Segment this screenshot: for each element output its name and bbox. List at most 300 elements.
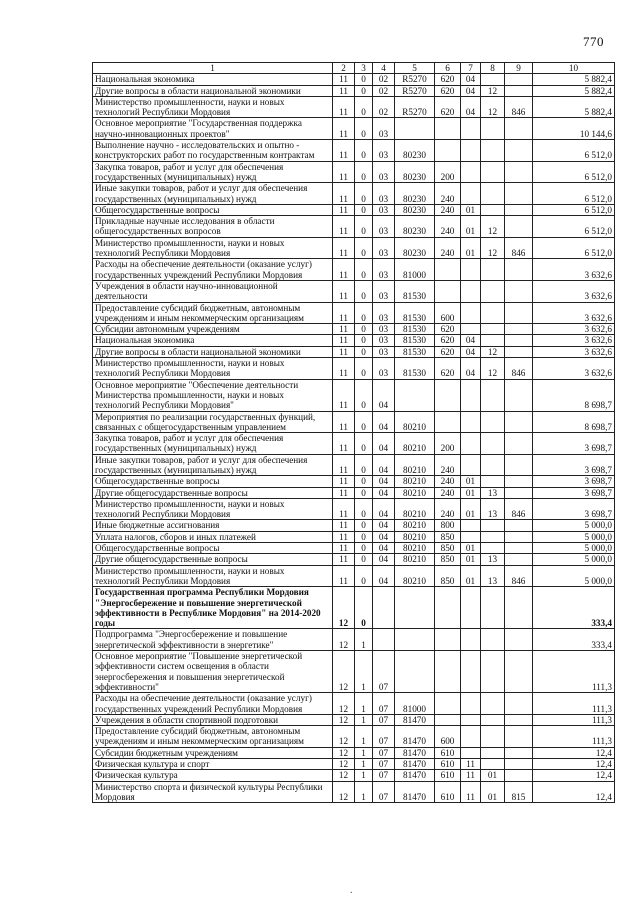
cell-direction xyxy=(395,379,435,411)
cell-subsection xyxy=(481,118,505,140)
column-header-2: 2 xyxy=(333,63,355,74)
cell-program: 11 xyxy=(333,454,355,476)
cell-subprogram: 0 xyxy=(355,520,373,531)
table-row xyxy=(93,629,615,651)
cell-amount: 111,3 xyxy=(533,714,615,725)
cell-amount: 5 882,4 xyxy=(533,96,615,118)
cell-amount: 333,4 xyxy=(533,629,615,651)
cell-ministry: 846 xyxy=(505,498,533,520)
cell-direction xyxy=(395,629,435,651)
table-row xyxy=(93,520,615,531)
cell-ministry xyxy=(505,714,533,725)
cell-measure: 03 xyxy=(373,237,395,259)
cell-name: Иные закупки товаров, работ и услуг для обеспечения государственных (муниципальных) нужд xyxy=(93,454,333,476)
cell-subsection xyxy=(481,140,505,162)
cell-expense-type: 600 xyxy=(435,302,461,324)
table-body xyxy=(93,74,615,803)
cell-measure: 03 xyxy=(373,358,395,380)
cell-program: 12 xyxy=(333,726,355,748)
cell-direction: 80230 xyxy=(395,183,435,205)
table-header-row xyxy=(93,63,615,74)
cell-expense-type xyxy=(435,411,461,433)
cell-subsection xyxy=(481,335,505,346)
table-row xyxy=(93,85,615,96)
cell-measure xyxy=(373,587,395,629)
cell-subprogram: 0 xyxy=(355,433,373,455)
cell-section xyxy=(461,280,481,302)
cell-program: 11 xyxy=(333,565,355,587)
cell-direction: 81000 xyxy=(395,259,435,281)
cell-subprogram: 0 xyxy=(355,259,373,281)
cell-subsection xyxy=(481,651,505,693)
cell-amount: 5 000,0 xyxy=(533,554,615,565)
cell-subprogram: 0 xyxy=(355,358,373,380)
cell-measure: 04 xyxy=(373,531,395,542)
cell-program: 11 xyxy=(333,543,355,554)
cell-amount: 6 512,0 xyxy=(533,161,615,183)
cell-subsection xyxy=(481,531,505,542)
cell-expense-type: 200 xyxy=(435,433,461,455)
cell-section: 04 xyxy=(461,74,481,85)
cell-subsection xyxy=(481,74,505,85)
cell-direction: 80210 xyxy=(395,487,435,498)
cell-name: Министерство промышленности, науки и новых технологий Республики Мордовия xyxy=(93,237,333,259)
cell-section: 04 xyxy=(461,96,481,118)
cell-expense-type xyxy=(435,379,461,411)
table-row xyxy=(93,726,615,748)
cell-amount: 3 632,6 xyxy=(533,324,615,335)
cell-program: 11 xyxy=(333,280,355,302)
cell-section: 01 xyxy=(461,543,481,554)
cell-name: Иные закупки товаров, работ и услуг для обеспечения государственных (муниципальных) нужд xyxy=(93,183,333,205)
cell-section: 04 xyxy=(461,346,481,357)
table-row xyxy=(93,346,615,357)
cell-direction: 81470 xyxy=(395,747,435,758)
cell-measure: 03 xyxy=(373,280,395,302)
cell-section xyxy=(461,161,481,183)
table-row xyxy=(93,476,615,487)
cell-direction: 80210 xyxy=(395,520,435,531)
cell-section xyxy=(461,302,481,324)
cell-name: Иные бюджетные ассигнования xyxy=(93,520,333,531)
cell-ministry xyxy=(505,324,533,335)
cell-ministry xyxy=(505,204,533,215)
cell-amount: 6 512,0 xyxy=(533,183,615,205)
cell-name: Основное мероприятие "Обеспечение деятельности Министерства промышленности, науки и новых технологий Республики Мордовия" xyxy=(93,379,333,411)
cell-section: 01 xyxy=(461,237,481,259)
column-header-8: 8 xyxy=(481,63,505,74)
cell-name: Министерство промышленности, науки и новых технологий Республики Мордовия xyxy=(93,358,333,380)
cell-subprogram: 1 xyxy=(355,747,373,758)
cell-measure: 07 xyxy=(373,759,395,770)
cell-amount: 3 632,6 xyxy=(533,346,615,357)
cell-name: Основное мероприятие "Государственная поддержка научно-инновационных проектов" xyxy=(93,118,333,140)
cell-subsection xyxy=(481,629,505,651)
cell-name: Мероприятия по реализации государственных функций, связанных с общегосударственным управлением xyxy=(93,411,333,433)
cell-subprogram: 0 xyxy=(355,498,373,520)
cell-program: 11 xyxy=(333,161,355,183)
cell-section: 04 xyxy=(461,85,481,96)
cell-subsection xyxy=(481,520,505,531)
cell-subprogram: 0 xyxy=(355,237,373,259)
cell-program: 11 xyxy=(333,118,355,140)
cell-name: Национальная экономика xyxy=(93,74,333,85)
table-row xyxy=(93,379,615,411)
cell-subsection xyxy=(481,280,505,302)
table-row xyxy=(93,759,615,770)
cell-amount: 5 882,4 xyxy=(533,74,615,85)
cell-program: 11 xyxy=(333,433,355,455)
cell-measure: 03 xyxy=(373,204,395,215)
table-row xyxy=(93,770,615,781)
cell-name: Выполнение научно - исследовательских и опытно - конструкторских работ по государственным контрактам xyxy=(93,140,333,162)
cell-measure: 04 xyxy=(373,433,395,455)
cell-ministry xyxy=(505,346,533,357)
table-row xyxy=(93,216,615,238)
cell-measure: 04 xyxy=(373,411,395,433)
table-row xyxy=(93,747,615,758)
cell-expense-type: 620 xyxy=(435,358,461,380)
table-row xyxy=(93,74,615,85)
cell-amount: 5 882,4 xyxy=(533,85,615,96)
cell-ministry xyxy=(505,759,533,770)
cell-direction: 80210 xyxy=(395,433,435,455)
cell-direction: 80210 xyxy=(395,411,435,433)
table-row xyxy=(93,411,615,433)
cell-expense-type: 240 xyxy=(435,216,461,238)
cell-expense-type: 610 xyxy=(435,781,461,803)
cell-subprogram: 0 xyxy=(355,280,373,302)
cell-ministry xyxy=(505,747,533,758)
cell-program: 11 xyxy=(333,74,355,85)
cell-subsection xyxy=(481,759,505,770)
cell-measure: 07 xyxy=(373,651,395,693)
cell-section xyxy=(461,411,481,433)
cell-amount: 5 000,0 xyxy=(533,531,615,542)
cell-section xyxy=(461,324,481,335)
cell-measure: 02 xyxy=(373,85,395,96)
cell-name: Уплата налогов, сборов и иных платежей xyxy=(93,531,333,542)
cell-name: Субсидии автономным учреждениям xyxy=(93,324,333,335)
cell-subprogram: 0 xyxy=(355,204,373,215)
cell-program: 11 xyxy=(333,411,355,433)
cell-subsection: 13 xyxy=(481,487,505,498)
cell-direction: 80210 xyxy=(395,531,435,542)
cell-subprogram: 0 xyxy=(355,335,373,346)
cell-subprogram: 0 xyxy=(355,476,373,487)
cell-subsection xyxy=(481,259,505,281)
cell-direction: 81470 xyxy=(395,770,435,781)
table-row xyxy=(93,554,615,565)
cell-expense-type: 800 xyxy=(435,520,461,531)
cell-section xyxy=(461,693,481,715)
table-row xyxy=(93,118,615,140)
cell-ministry xyxy=(505,216,533,238)
cell-ministry xyxy=(505,280,533,302)
cell-program: 11 xyxy=(333,520,355,531)
cell-measure: 03 xyxy=(373,259,395,281)
cell-amount: 3 698,7 xyxy=(533,487,615,498)
cell-name: Общегосударственные вопросы xyxy=(93,543,333,554)
cell-amount: 6 512,0 xyxy=(533,237,615,259)
cell-program: 11 xyxy=(333,85,355,96)
cell-ministry xyxy=(505,335,533,346)
cell-subprogram: 0 xyxy=(355,183,373,205)
table-row xyxy=(93,693,615,715)
cell-amount: 6 512,0 xyxy=(533,216,615,238)
cell-subprogram: 0 xyxy=(355,216,373,238)
cell-expense-type: 240 xyxy=(435,498,461,520)
cell-name: Министерство промышленности, науки и новых технологий Республики Мордовия xyxy=(93,96,333,118)
cell-section xyxy=(461,726,481,748)
cell-direction: 81470 xyxy=(395,759,435,770)
column-header-7: 7 xyxy=(461,63,481,74)
cell-expense-type: 240 xyxy=(435,454,461,476)
cell-section xyxy=(461,433,481,455)
cell-expense-type xyxy=(435,587,461,629)
cell-measure: 07 xyxy=(373,693,395,715)
cell-measure: 03 xyxy=(373,346,395,357)
cell-subprogram: 0 xyxy=(355,161,373,183)
cell-subsection: 13 xyxy=(481,565,505,587)
cell-name: Предоставление субсидий бюджетным, автономным учреждениям и иным некоммерческим организациям xyxy=(93,302,333,324)
table-row xyxy=(93,96,615,118)
scan-dot: . xyxy=(350,885,353,896)
cell-amount: 12,4 xyxy=(533,781,615,803)
cell-section: 01 xyxy=(461,498,481,520)
cell-direction: 81530 xyxy=(395,358,435,380)
cell-amount: 3 698,7 xyxy=(533,498,615,520)
cell-subprogram: 1 xyxy=(355,651,373,693)
cell-subprogram: 0 xyxy=(355,554,373,565)
column-header-10: 10 xyxy=(533,63,615,74)
cell-subsection xyxy=(481,302,505,324)
cell-direction: 81530 xyxy=(395,280,435,302)
cell-program: 11 xyxy=(333,183,355,205)
table-row xyxy=(93,335,615,346)
cell-measure: 04 xyxy=(373,379,395,411)
cell-section: 01 xyxy=(461,216,481,238)
cell-measure: 02 xyxy=(373,74,395,85)
cell-section: 04 xyxy=(461,335,481,346)
cell-measure: 03 xyxy=(373,161,395,183)
cell-measure: 04 xyxy=(373,454,395,476)
cell-subsection xyxy=(481,204,505,215)
cell-subprogram: 1 xyxy=(355,770,373,781)
cell-section xyxy=(461,747,481,758)
cell-name: Расходы на обеспечение деятельности (оказание услуг) государственных учреждений Республики Мордовия xyxy=(93,693,333,715)
cell-subsection: 13 xyxy=(481,498,505,520)
cell-program: 12 xyxy=(333,714,355,725)
cell-ministry xyxy=(505,629,533,651)
cell-amount: 3 632,6 xyxy=(533,302,615,324)
cell-subsection: 12 xyxy=(481,237,505,259)
cell-program: 11 xyxy=(333,140,355,162)
cell-name: Другие вопросы в области национальной экономики xyxy=(93,346,333,357)
cell-section: 04 xyxy=(461,358,481,380)
cell-section xyxy=(461,454,481,476)
cell-expense-type: 620 xyxy=(435,85,461,96)
cell-program: 11 xyxy=(333,487,355,498)
cell-direction xyxy=(395,651,435,693)
cell-subprogram: 1 xyxy=(355,726,373,748)
cell-name: Другие вопросы в области национальной экономики xyxy=(93,85,333,96)
table-row xyxy=(93,183,615,205)
cell-name: Предоставление субсидий бюджетным, автономным учреждениям и иным некоммерческим организациям xyxy=(93,726,333,748)
cell-measure: 03 xyxy=(373,324,395,335)
cell-subprogram: 0 xyxy=(355,531,373,542)
cell-subsection xyxy=(481,411,505,433)
cell-expense-type: 620 xyxy=(435,346,461,357)
column-header-6: 6 xyxy=(435,63,461,74)
cell-subsection: 12 xyxy=(481,216,505,238)
cell-program: 11 xyxy=(333,335,355,346)
cell-subsection: 13 xyxy=(481,554,505,565)
cell-subprogram: 0 xyxy=(355,411,373,433)
cell-program: 11 xyxy=(333,216,355,238)
cell-section: 01 xyxy=(461,565,481,587)
cell-direction: 80230 xyxy=(395,140,435,162)
cell-subprogram: 0 xyxy=(355,543,373,554)
cell-subprogram: 0 xyxy=(355,118,373,140)
cell-ministry xyxy=(505,693,533,715)
cell-direction: R5270 xyxy=(395,85,435,96)
cell-name: Другие общегосударственные вопросы xyxy=(93,487,333,498)
cell-program: 12 xyxy=(333,651,355,693)
cell-subprogram: 0 xyxy=(355,565,373,587)
cell-measure: 04 xyxy=(373,565,395,587)
cell-subsection xyxy=(481,433,505,455)
cell-section xyxy=(461,531,481,542)
cell-measure: 03 xyxy=(373,302,395,324)
cell-ministry xyxy=(505,259,533,281)
cell-program: 11 xyxy=(333,554,355,565)
cell-expense-type: 240 xyxy=(435,204,461,215)
cell-section: 11 xyxy=(461,759,481,770)
cell-amount: 3 632,6 xyxy=(533,358,615,380)
cell-name: Государственная программа Республики Мордовия "Энергосбережение и повышение энергетической эффективности в Республике Мордовия" на 2014-2020 годы xyxy=(93,587,333,629)
cell-expense-type: 850 xyxy=(435,565,461,587)
cell-name: Основное мероприятие "Повышение энергетической эффективности систем освещения в области энергосбережения и повышения энергетической эффективности" xyxy=(93,651,333,693)
table-row xyxy=(93,324,615,335)
cell-section xyxy=(461,629,481,651)
cell-measure: 04 xyxy=(373,476,395,487)
cell-section xyxy=(461,651,481,693)
cell-direction xyxy=(395,118,435,140)
cell-ministry xyxy=(505,379,533,411)
cell-name: Министерство промышленности, науки и новых технологий Республики Мордовия xyxy=(93,565,333,587)
cell-direction: 80210 xyxy=(395,498,435,520)
cell-section: 11 xyxy=(461,781,481,803)
cell-section: 01 xyxy=(461,204,481,215)
cell-measure: 07 xyxy=(373,714,395,725)
cell-name: Субсидии бюджетным учреждениям xyxy=(93,747,333,758)
cell-direction: R5270 xyxy=(395,96,435,118)
cell-expense-type: 850 xyxy=(435,554,461,565)
cell-subsection: 12 xyxy=(481,85,505,96)
cell-amount: 5 000,0 xyxy=(533,543,615,554)
cell-amount: 12,4 xyxy=(533,759,615,770)
cell-name: Другие общегосударственные вопросы xyxy=(93,554,333,565)
cell-amount: 12,4 xyxy=(533,770,615,781)
cell-ministry xyxy=(505,770,533,781)
cell-subsection xyxy=(481,587,505,629)
table-row xyxy=(93,565,615,587)
cell-measure: 07 xyxy=(373,781,395,803)
table-row xyxy=(93,531,615,542)
table-row xyxy=(93,358,615,380)
cell-amount: 8 698,7 xyxy=(533,411,615,433)
table-row xyxy=(93,280,615,302)
cell-amount: 111,3 xyxy=(533,726,615,748)
table-row xyxy=(93,237,615,259)
cell-program: 11 xyxy=(333,346,355,357)
cell-ministry xyxy=(505,587,533,629)
cell-ministry xyxy=(505,520,533,531)
cell-program: 11 xyxy=(333,324,355,335)
cell-amount: 111,3 xyxy=(533,651,615,693)
cell-amount: 10 144,6 xyxy=(533,118,615,140)
cell-name: Министерство спорта и физической культуры Республики Мордовия xyxy=(93,781,333,803)
cell-program: 11 xyxy=(333,531,355,542)
cell-subsection xyxy=(481,693,505,715)
cell-program: 11 xyxy=(333,358,355,380)
cell-expense-type xyxy=(435,693,461,715)
cell-measure: 03 xyxy=(373,118,395,140)
cell-program: 12 xyxy=(333,693,355,715)
cell-subsection: 12 xyxy=(481,346,505,357)
cell-subsection: 12 xyxy=(481,358,505,380)
cell-subprogram: 0 xyxy=(355,96,373,118)
cell-program: 12 xyxy=(333,770,355,781)
column-header-4: 4 xyxy=(373,63,395,74)
cell-section xyxy=(461,118,481,140)
cell-expense-type: 240 xyxy=(435,237,461,259)
cell-subsection xyxy=(481,543,505,554)
cell-name: Общегосударственные вопросы xyxy=(93,476,333,487)
cell-section xyxy=(461,587,481,629)
cell-ministry xyxy=(505,140,533,162)
cell-measure: 02 xyxy=(373,96,395,118)
cell-direction: 81000 xyxy=(395,693,435,715)
cell-ministry xyxy=(505,476,533,487)
table-row xyxy=(93,161,615,183)
cell-program: 12 xyxy=(333,781,355,803)
page-number: 770 xyxy=(583,34,604,49)
cell-program: 12 xyxy=(333,587,355,629)
table-row xyxy=(93,781,615,803)
table-row xyxy=(93,433,615,455)
cell-name: Министерство промышленности, науки и новых технологий Республики Мордовия xyxy=(93,498,333,520)
cell-amount: 3 632,6 xyxy=(533,259,615,281)
cell-direction: 80210 xyxy=(395,543,435,554)
cell-measure: 03 xyxy=(373,140,395,162)
table-row xyxy=(93,454,615,476)
column-header-1: 1 xyxy=(93,63,333,74)
cell-amount: 5 000,0 xyxy=(533,520,615,531)
cell-ministry: 846 xyxy=(505,96,533,118)
cell-section: 01 xyxy=(461,487,481,498)
cell-amount: 3 632,6 xyxy=(533,280,615,302)
cell-expense-type xyxy=(435,651,461,693)
cell-subsection xyxy=(481,726,505,748)
cell-amount: 6 512,0 xyxy=(533,204,615,215)
cell-ministry xyxy=(505,543,533,554)
cell-direction: 80230 xyxy=(395,237,435,259)
cell-ministry xyxy=(505,531,533,542)
cell-direction: 81530 xyxy=(395,324,435,335)
cell-expense-type: 620 xyxy=(435,74,461,85)
